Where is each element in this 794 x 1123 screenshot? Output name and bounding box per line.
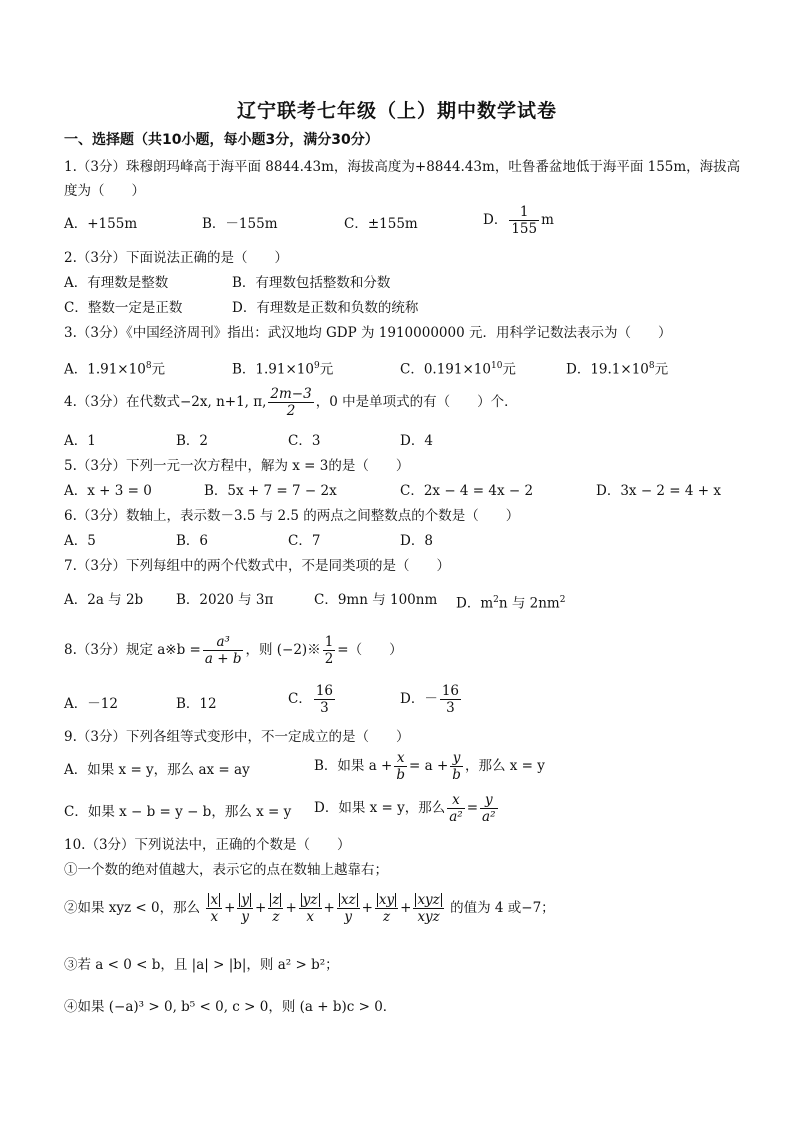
q9-option-a: A．如果 x = y，那么 ax = ay (64, 762, 250, 778)
q1-option-c: C．±155m (344, 216, 418, 232)
q4-option-c: C．3 (288, 433, 321, 449)
q10-stem: 10.（3分）下列说法中，正确的个数是（ ） (64, 837, 351, 853)
q5-stem: 5.（3分）下列一元一次方程中，解为 x = 3的是（ ） (64, 458, 410, 474)
q7-option-c: C．9mn 与 100nm (314, 592, 438, 608)
q9-option-c: C．如果 x − b = y − b，那么 x = y (64, 804, 292, 820)
q2-option-b: B．有理数包括整数和分数 (232, 275, 391, 291)
q7-stem: 7.（3分）下列每组中的两个代数式中，不是同类项的是（ ） (64, 558, 450, 574)
q2-stem: 2.（3分）下面说法正确的是（ ） (64, 250, 288, 266)
q4-option-b: B．2 (176, 433, 209, 449)
q2-option-d: D．有理数是正数和负数的统称 (232, 300, 419, 316)
q3-option-a: A．$1.91\times 10^8$元 (64, 361, 166, 378)
page-title: 辽宁联考七年级（上）期中数学试卷 (236, 100, 557, 122)
q8-stem: 8.（3分）规定 a※b = $\frac{\text{a³}}{a + b}$ ，则 (−2)※ $\frac{1}{2}$ =（ ） (64, 634, 403, 667)
q2-option-c: C．整数一定是正数 (64, 300, 183, 316)
q3-option-c: C．$0.191\times 10^{10}$元 (400, 361, 516, 378)
q6-option-d: D．8 (400, 533, 433, 549)
q6-option-a: A．5 (64, 533, 96, 549)
q7-option-a: A．2a 与 2b (64, 592, 144, 608)
q10-statement-3: ③若 a < 0 < b，且 |a| > |b|，则 a² > b²； (64, 957, 339, 973)
q1-stem-line2: 度为（ ） (64, 183, 145, 199)
q10-statement-4: ④如果 (−a)³ > 0, b⁵ < 0, c > 0，则 (a + b)c > 0． (64, 999, 397, 1015)
q9-option-b: B．如果 a + $\frac{x}{b}$ = a + $\frac{y}{b}$ ，那么 x = y (314, 750, 545, 783)
q1-option-d: D． $\frac{1}{155}$ m (483, 204, 554, 237)
q8-option-b: B．12 (176, 696, 217, 712)
q6-option-b: B．6 (176, 533, 209, 549)
q1-stem-line1: 1.（3分）珠穆朗玛峰高于海平面 8844.43m，海拔高度为+8844.43m，吐鲁番盆地低于海平面 155m，海拔高 (64, 159, 741, 175)
q3-stem: 3.（3分）《中国经济周刊》指出：武汉地均 GDP 为 1910000000 元．用科学记数法表示为（ ） (64, 325, 672, 341)
q5-option-a: A．x + 3 = 0 (64, 483, 152, 499)
q10-statement-1: ①一个数的绝对值越大，表示它的点在数轴上越靠右； (64, 862, 388, 878)
q5-option-d: D．3x − 2 = 4 + x (596, 483, 722, 499)
q5-option-c: C．2x − 4 = 4x − 2 (400, 483, 534, 499)
q6-stem: 6.（3分）数轴上，表示数－3.5 与 2.5 的两点之间整数点的个数是（ ） (64, 508, 520, 524)
q3-option-b: B．$1.91\times 10^9$元 (232, 361, 334, 378)
q8-option-c: C． $\frac{16}{3}$ (288, 683, 334, 716)
q4-stem: 4.（3分）在代数式−2x, n+1, π, $\frac{2m-3}{2}$ ，0 中是单项式的有（ ）个． (64, 386, 518, 419)
q3-option-d: D．$19.1\times 10^8$元 (566, 361, 669, 378)
q7-option-d: D．$m^2n$ 与 $2nm^2$ (456, 595, 566, 612)
q6-option-c: C．7 (288, 533, 321, 549)
section-heading: 一、选择题（共10小题，每小题3分，满分30分） (64, 132, 379, 148)
q2-option-a: A．有理数是整数 (64, 275, 169, 291)
q8-option-d: D．－ $\frac{16}{3}$ (400, 683, 460, 716)
q10-statement-2: ②如果 xyz < 0，那么 $\frac{x}{x}$ + $\frac{y}{y}$ + $\frac{z}{z}$ + $\frac{yz}{x}$ + $\frac{xz}{y}$ + $\frac{xy}{z}$ + $\frac{\text{xyz}}{\text{xyz}}$ 的值为 4 或−7； (64, 892, 555, 925)
q1-option-a: A．+155m (64, 216, 138, 232)
q7-option-b: B．2020 与 3π (176, 592, 274, 608)
q5-option-b: B．5x + 7 = 7 − 2x (204, 483, 337, 499)
q8-option-a: A．－12 (64, 696, 118, 712)
q9-stem: 9.（3分）下列各组等式变形中，不一定成立的是（ ） (64, 729, 410, 745)
q1-option-b: B．－155m (202, 216, 278, 232)
q4-option-d: D．4 (400, 433, 433, 449)
q4-option-a: A．1 (64, 433, 96, 449)
q9-option-d: D．如果 x = y，那么 $\frac{x}{\text{a²}}$ = $\frac{y}{\text{a²}}$ (314, 792, 496, 825)
